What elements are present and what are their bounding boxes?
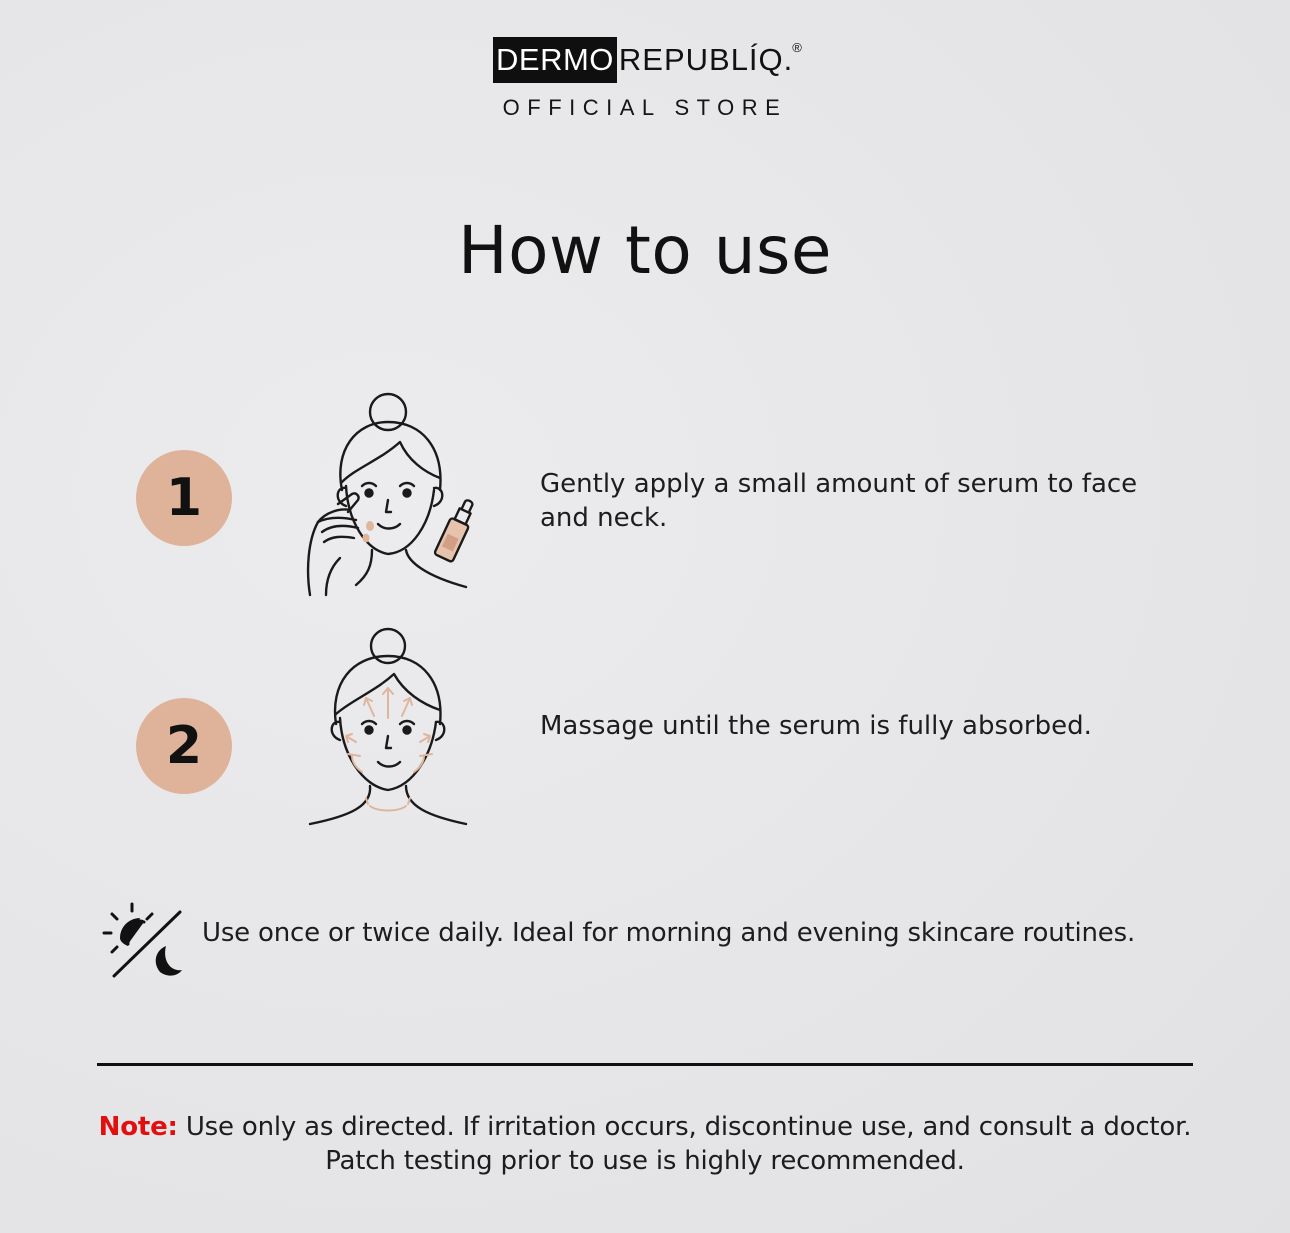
note-text-1: Use only as directed. If irritation occurs, discontinue use, and consult a doctor. [177,1112,1192,1142]
note-line-1 [0,1110,1290,1144]
step-1-text: Gently apply a small amount of serum to face and neck. [540,469,1138,533]
step-2-text: Massage until the serum is fully absorbed. [540,711,1092,741]
brand-logo [493,37,802,83]
apply-serum-face-icon [296,390,486,600]
logo-dark-part: DERMO [493,37,617,83]
divider [97,1063,1193,1066]
step-1-badge: 1 [136,450,232,546]
note-label: Note: [98,1112,178,1142]
logo-light-part: REPUBLÍQ. [618,42,794,77]
face-massage-icon [300,626,480,831]
page-title: How to use [457,212,833,289]
note-block [0,1110,1290,1178]
brand-header [0,37,1290,127]
sun-moon-icon [100,900,190,980]
registered-mark: ® [792,40,802,55]
official-store-label: OFFICIAL STORE [502,95,788,120]
note-line-2: Patch testing prior to use is highly recommended. [325,1146,965,1176]
step-2-badge: 2 [136,698,232,794]
routine-text: Use once or twice daily. Ideal for morning and evening skincare routines. [202,918,1136,948]
